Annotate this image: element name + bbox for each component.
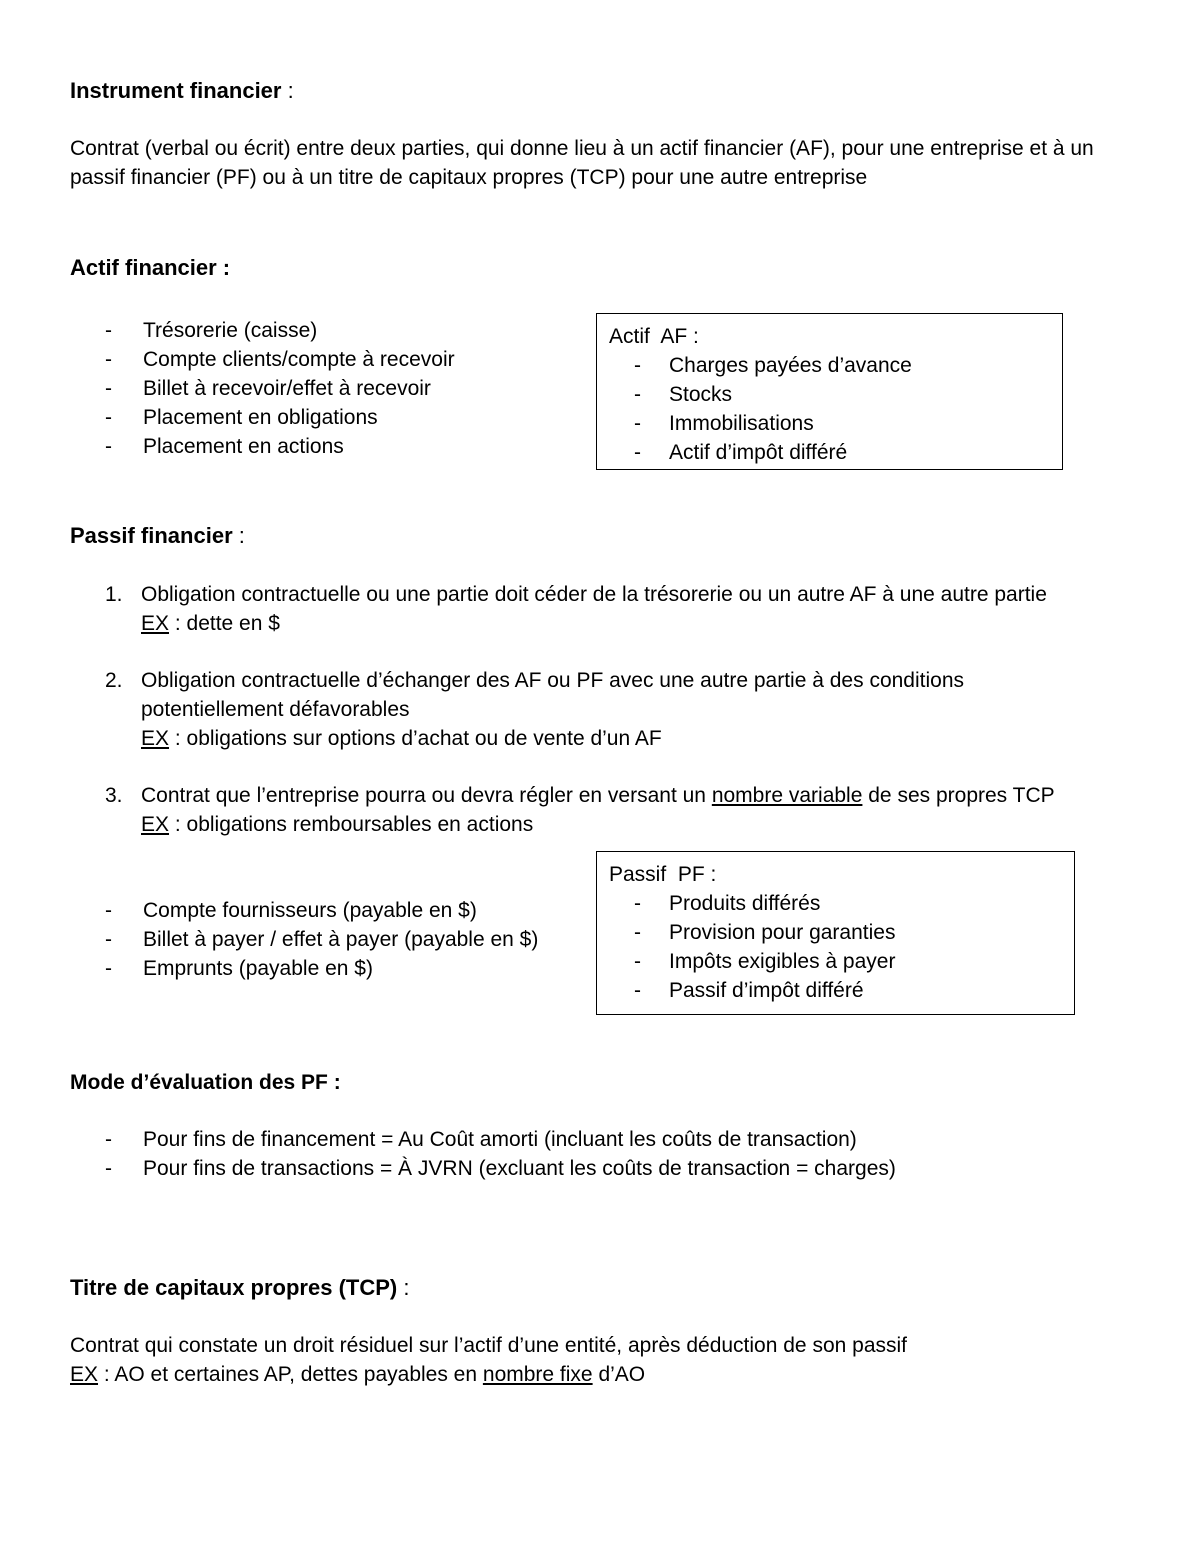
list-item: - Pour fins de financement = Au Coût amorti (incluant les coûts de transaction) xyxy=(105,1128,857,1151)
tcp-heading: Titre de capitaux propres (TCP) : xyxy=(70,1275,410,1300)
list-item: - Billet à payer / effet à payer (payable en $) xyxy=(105,928,539,951)
list-item: - Impôts exigibles à payer xyxy=(634,950,896,973)
mode-heading: Mode d’évaluation des PF : xyxy=(70,1071,341,1094)
actif-box-title: Actif AF : xyxy=(609,325,699,348)
passif-box-title: Passif PF : xyxy=(609,863,717,886)
passif-non-pf-box xyxy=(596,851,1075,1015)
list-item: - Placement en actions xyxy=(105,435,344,458)
mode-list xyxy=(105,1125,896,1183)
passif-heading: Passif financier : xyxy=(70,523,245,548)
actif-non-af-box xyxy=(596,313,1063,470)
passif-list xyxy=(105,896,538,983)
list-item: - Actif d’impôt différé xyxy=(634,441,848,464)
actif-box-list xyxy=(597,351,1062,467)
instrument-heading: Instrument financier : xyxy=(70,78,294,103)
instrument-definition: Contrat (verbal ou écrit) entre deux parties, qui donne lieu à un actif financier (AF), pour une entreprise et à un passif financier (PF) ou à un titre de capitaux propres (TCP) pour une autre entreprise xyxy=(70,137,1094,189)
passif-numbered-item-2: 2. Obligation contractuelle d’échanger des AF ou PF avec une autre partie à des conditions potentiellement défavorables EX : obligations sur options d’achat ou de vente d’un AF xyxy=(105,669,965,750)
passif-numbered-item-3: 3. Contrat que l’entreprise pourra ou devra régler en versant un nombre variable de ses propres TCP EX : obligations remboursables en actions xyxy=(105,784,1055,836)
list-item: - Placement en obligations xyxy=(105,406,378,429)
list-item: - Stocks xyxy=(634,383,733,406)
list-item: - Trésorerie (caisse) xyxy=(105,319,318,342)
list-item: - Compte fournisseurs (payable en $) xyxy=(105,899,477,922)
list-item: - Provision pour garanties xyxy=(634,921,896,944)
list-item: - Emprunts (payable en $) xyxy=(105,957,373,980)
passif-numbered-item-1: 1. Obligation contractuelle ou une partie doit céder de la trésorerie ou un autre AF à une autre partie EX : dette en $ xyxy=(105,583,1047,635)
actif-list xyxy=(105,316,455,461)
list-item: - Immobilisations xyxy=(634,412,814,435)
tcp-definition: Contrat qui constate un droit résiduel sur l’actif d’une entité, après déduction de son passif EX : AO et certaines AP, dettes payables en nombre fixe d’AO xyxy=(70,1334,907,1386)
list-item: - Billet à recevoir/effet à recevoir xyxy=(105,377,431,400)
list-item: - Compte clients/compte à recevoir xyxy=(105,348,455,371)
actif-heading: Actif financier : xyxy=(70,255,231,280)
list-item: - Charges payées d’avance xyxy=(634,354,912,377)
list-item: - Pour fins de transactions = À JVRN (excluant les coûts de transaction = charges) xyxy=(105,1157,896,1180)
passif-box-list xyxy=(597,889,1074,1005)
list-item: - Passif d’impôt différé xyxy=(634,979,864,1002)
list-item: - Produits différés xyxy=(634,892,821,915)
